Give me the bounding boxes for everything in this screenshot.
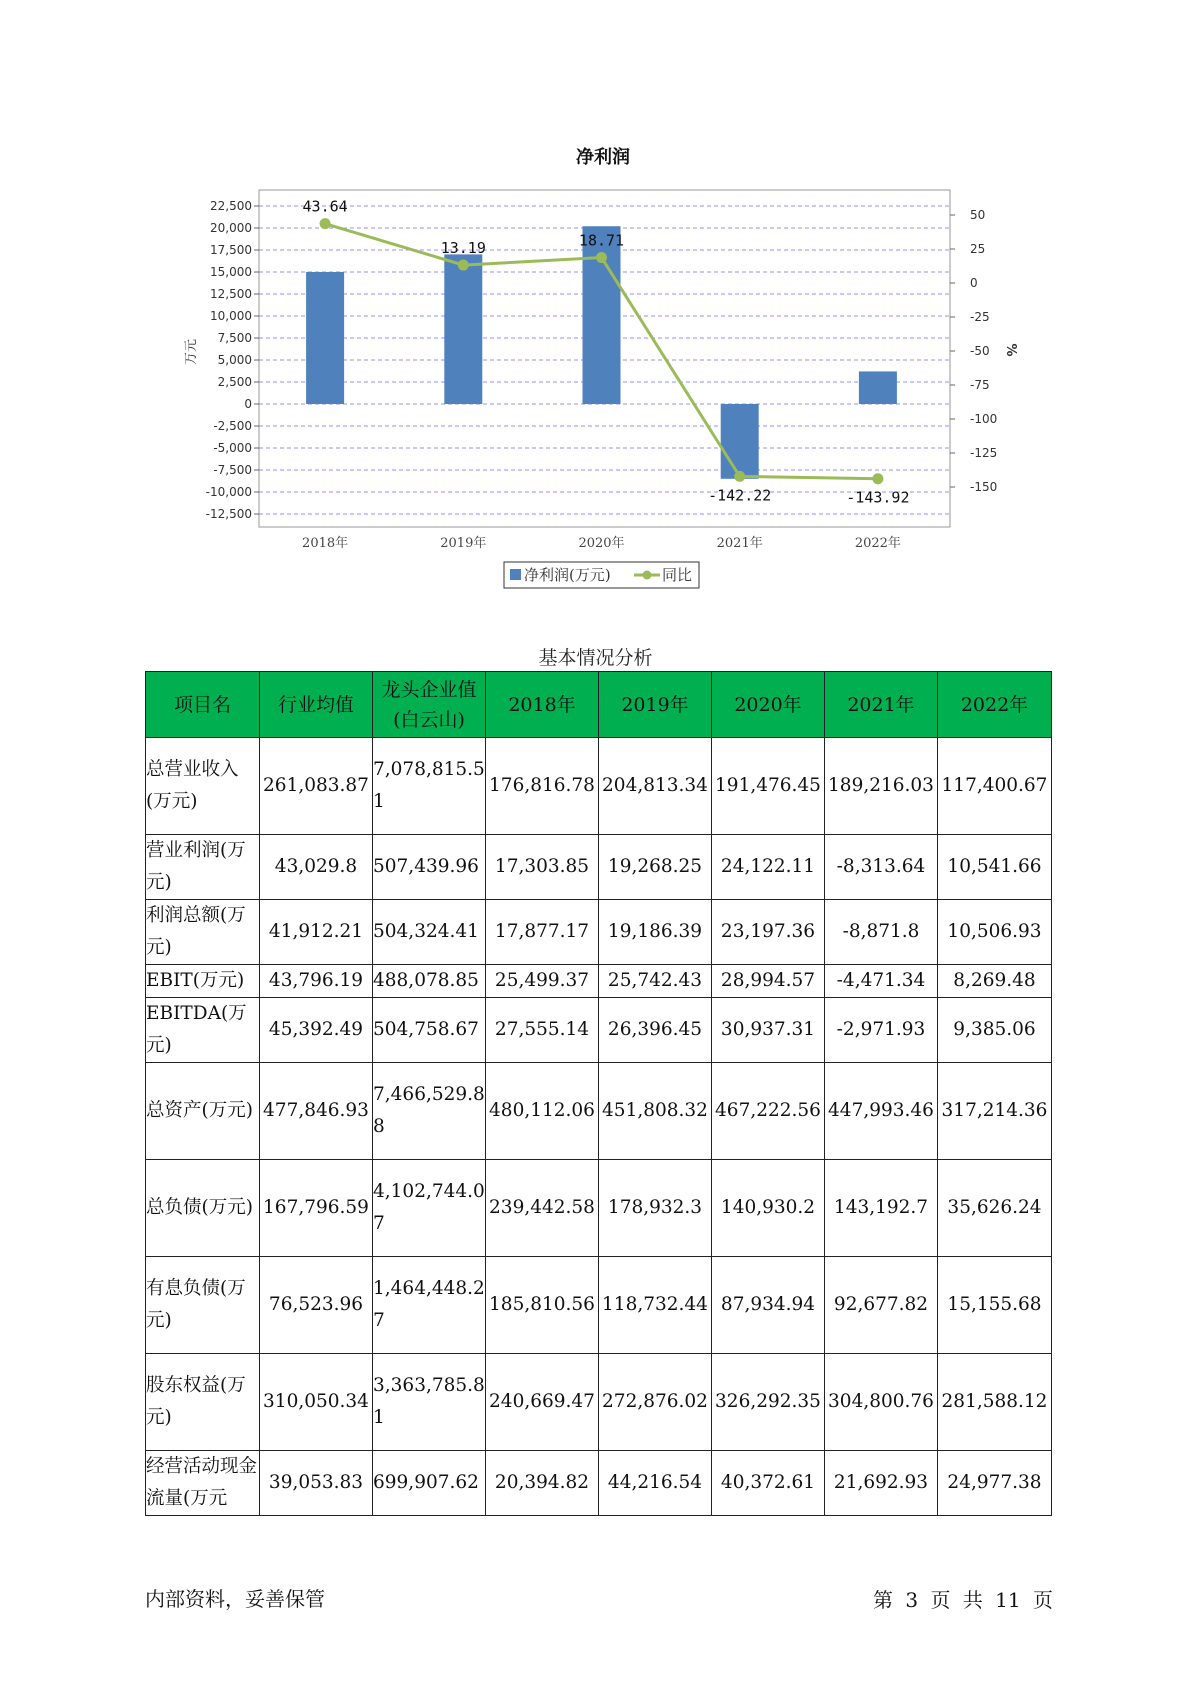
left-axis-tick-label: -10,000 (205, 485, 252, 499)
left-axis-tick-label: -12,500 (205, 507, 252, 521)
value-cell: 178,932.3 (599, 1160, 712, 1257)
x-axis-tick-label: 2020年 (578, 536, 625, 551)
table-row (146, 1063, 1052, 1160)
legend-bar-swatch (510, 569, 521, 580)
footer-confidential: 内部资料，妥善保管 (145, 1587, 325, 1611)
yoy-point (458, 260, 469, 271)
value-cell: -8,313.64 (825, 835, 938, 900)
yoy-data-label: 18.71 (578, 231, 625, 250)
right-axis-tick-label: 0 (970, 276, 978, 290)
x-axis-tick-label: 2022年 (854, 536, 901, 551)
value-cell: 272,876.02 (599, 1354, 712, 1451)
leader-value-cell: 7,466,529.88 (373, 1063, 486, 1160)
value-cell: 261,083.87 (260, 738, 373, 835)
header-item-name: 项目名 (146, 672, 260, 738)
header-2020: 2020年 (712, 672, 825, 738)
left-axis-label: 万元 (184, 338, 199, 366)
value-cell: -8,871.8 (825, 900, 938, 965)
left-axis-tick-label: 2,500 (217, 375, 252, 389)
value-cell: 317,214.36 (938, 1063, 1052, 1160)
yoy-data-label: 43.64 (302, 197, 348, 216)
leader-value-cell: 507,439.96 (373, 835, 486, 900)
right-axis-tick-label: -100 (970, 412, 998, 426)
value-cell: 44,216.54 (599, 1451, 712, 1516)
header-2018: 2018年 (486, 672, 599, 738)
table-row (146, 900, 1052, 965)
value-cell: 92,677.82 (825, 1257, 938, 1354)
bar-net-profit (444, 254, 482, 404)
bar-net-profit (306, 272, 344, 404)
left-axis-tick-label: 0 (244, 397, 252, 411)
table-row (146, 1257, 1052, 1354)
value-cell: 191,476.45 (712, 738, 825, 835)
value-cell: 8,269.48 (938, 965, 1052, 998)
row-label: EBIT(万元) (146, 965, 260, 998)
value-cell: 26,396.45 (599, 998, 712, 1063)
row-label: EBITDA(万元) (146, 998, 260, 1063)
table-row (146, 965, 1052, 998)
value-cell: 477,846.93 (260, 1063, 373, 1160)
left-axis-tick-label: 7,500 (217, 331, 252, 345)
value-cell: 21,692.93 (825, 1451, 938, 1516)
right-axis-tick-label: -50 (970, 344, 990, 358)
value-cell: 40,372.61 (712, 1451, 825, 1516)
left-axis-tick-label: 17,500 (210, 243, 252, 257)
left-axis-tick-label: 12,500 (210, 287, 252, 301)
leader-value-cell: 4,102,744.07 (373, 1160, 486, 1257)
value-cell: 9,385.06 (938, 998, 1052, 1063)
leader-value-cell: 7,078,815.51 (373, 738, 486, 835)
header-2022: 2022年 (938, 672, 1052, 738)
x-axis-tick-label: 2018年 (302, 536, 349, 551)
basic-analysis-table (145, 671, 1052, 1516)
value-cell: 326,292.35 (712, 1354, 825, 1451)
chart-title: 净利润 (576, 147, 630, 168)
row-label: 股东权益(万元) (146, 1354, 260, 1451)
row-label: 营业利润(万元) (146, 835, 260, 900)
net-profit-chart (0, 0, 1191, 600)
value-cell: 281,588.12 (938, 1354, 1052, 1451)
value-cell: 304,800.76 (825, 1354, 938, 1451)
left-axis-tick-label: 22,500 (210, 199, 252, 213)
leader-value-cell: 1,464,448.27 (373, 1257, 486, 1354)
value-cell: 189,216.03 (825, 738, 938, 835)
left-axis-tick-label: 5,000 (217, 353, 252, 367)
right-axis-tick-label: -25 (970, 310, 990, 324)
value-cell: 239,442.58 (486, 1160, 599, 1257)
value-cell: 176,816.78 (486, 738, 599, 835)
value-cell: -2,971.93 (825, 998, 938, 1063)
leader-value-cell: 699,907.62 (373, 1451, 486, 1516)
header-leader-value: 龙头企业值 (白云山) (373, 672, 486, 738)
value-cell: 204,813.34 (599, 738, 712, 835)
header-2019: 2019年 (599, 672, 712, 738)
bar-net-profit (721, 404, 759, 479)
value-cell: 167,796.59 (260, 1160, 373, 1257)
value-cell: 25,742.43 (599, 965, 712, 998)
yoy-data-label: 13.19 (440, 239, 486, 258)
table-caption: 基本情况分析 (538, 647, 653, 669)
value-cell: 10,506.93 (938, 900, 1052, 965)
value-cell: 17,877.17 (486, 900, 599, 965)
legend-line-marker (643, 571, 652, 580)
value-cell: 19,268.25 (599, 835, 712, 900)
footer-page-number: 第 3 页 共 11 页 (873, 1588, 1053, 1612)
leader-value-cell: 504,758.67 (373, 998, 486, 1063)
yoy-point (320, 218, 331, 229)
legend-bar-label: 净利润(万元) (524, 566, 611, 584)
value-cell: 23,197.36 (712, 900, 825, 965)
row-label: 总资产(万元) (146, 1063, 260, 1160)
value-cell: 140,930.2 (712, 1160, 825, 1257)
right-axis-tick-label: 50 (970, 208, 986, 222)
table-row (146, 1451, 1052, 1516)
left-axis-tick-label: -5,000 (213, 441, 252, 455)
yoy-point (872, 473, 883, 484)
value-cell: 17,303.85 (486, 835, 599, 900)
value-cell: 10,541.66 (938, 835, 1052, 900)
table-header-row (146, 672, 1052, 738)
value-cell: 467,222.56 (712, 1063, 825, 1160)
yoy-point (734, 471, 745, 482)
value-cell: 45,392.49 (260, 998, 373, 1063)
value-cell: 25,499.37 (486, 965, 599, 998)
yoy-data-label: -142.22 (708, 486, 772, 505)
table-row (146, 998, 1052, 1063)
value-cell: 310,050.34 (260, 1354, 373, 1451)
value-cell: 41,912.21 (260, 900, 373, 965)
value-cell: 185,810.56 (486, 1257, 599, 1354)
value-cell: 39,053.83 (260, 1451, 373, 1516)
header-2021: 2021年 (825, 672, 938, 738)
value-cell: -4,471.34 (825, 965, 938, 998)
header-industry-avg: 行业均值 (260, 672, 373, 738)
row-label: 总营业收入(万元) (146, 738, 260, 835)
yoy-data-label: -143.92 (846, 488, 910, 507)
right-axis-tick-label: -150 (970, 480, 998, 494)
right-axis-tick-label: -125 (970, 446, 998, 460)
right-axis-tick-label: -75 (970, 378, 990, 392)
value-cell: 20,394.82 (486, 1451, 599, 1516)
value-cell: 451,808.32 (599, 1063, 712, 1160)
left-axis-tick-label: 20,000 (210, 221, 252, 235)
value-cell: 19,186.39 (599, 900, 712, 965)
value-cell: 87,934.94 (712, 1257, 825, 1354)
value-cell: 15,155.68 (938, 1257, 1052, 1354)
x-axis-tick-label: 2019年 (440, 536, 487, 551)
table-row (146, 835, 1052, 900)
value-cell: 30,937.31 (712, 998, 825, 1063)
value-cell: 24,122.11 (712, 835, 825, 900)
value-cell: 35,626.24 (938, 1160, 1052, 1257)
left-axis-tick-label: 10,000 (210, 309, 252, 323)
value-cell: 24,977.38 (938, 1451, 1052, 1516)
right-axis-tick-label: 25 (970, 242, 986, 256)
value-cell: 27,555.14 (486, 998, 599, 1063)
value-cell: 118,732.44 (599, 1257, 712, 1354)
value-cell: 480,112.06 (486, 1063, 599, 1160)
row-label: 经营活动现金流量(万元 (146, 1451, 260, 1516)
left-axis-tick-label: 15,000 (210, 265, 252, 279)
row-label: 利润总额(万元) (146, 900, 260, 965)
value-cell: 447,993.46 (825, 1063, 938, 1160)
value-cell: 43,796.19 (260, 965, 373, 998)
right-axis-label: % (1003, 343, 1018, 357)
value-cell: 240,669.47 (486, 1354, 599, 1451)
legend-line-label: 同比 (662, 566, 693, 584)
left-axis-tick-label: -7,500 (213, 463, 252, 477)
yoy-point (596, 252, 607, 263)
table-row (146, 738, 1052, 835)
value-cell: 28,994.57 (712, 965, 825, 998)
row-label: 总负债(万元) (146, 1160, 260, 1257)
table-row (146, 1354, 1052, 1451)
left-axis-tick-label: -2,500 (213, 419, 252, 433)
leader-value-cell: 504,324.41 (373, 900, 486, 965)
value-cell: 43,029.8 (260, 835, 373, 900)
value-cell: 143,192.7 (825, 1160, 938, 1257)
leader-value-cell: 3,363,785.81 (373, 1354, 486, 1451)
bar-net-profit (859, 371, 897, 404)
row-label: 有息负债(万元) (146, 1257, 260, 1354)
leader-value-cell: 488,078.85 (373, 965, 486, 998)
table-row (146, 1160, 1052, 1257)
x-axis-tick-label: 2021年 (716, 536, 763, 551)
value-cell: 76,523.96 (260, 1257, 373, 1354)
value-cell: 117,400.67 (938, 738, 1052, 835)
